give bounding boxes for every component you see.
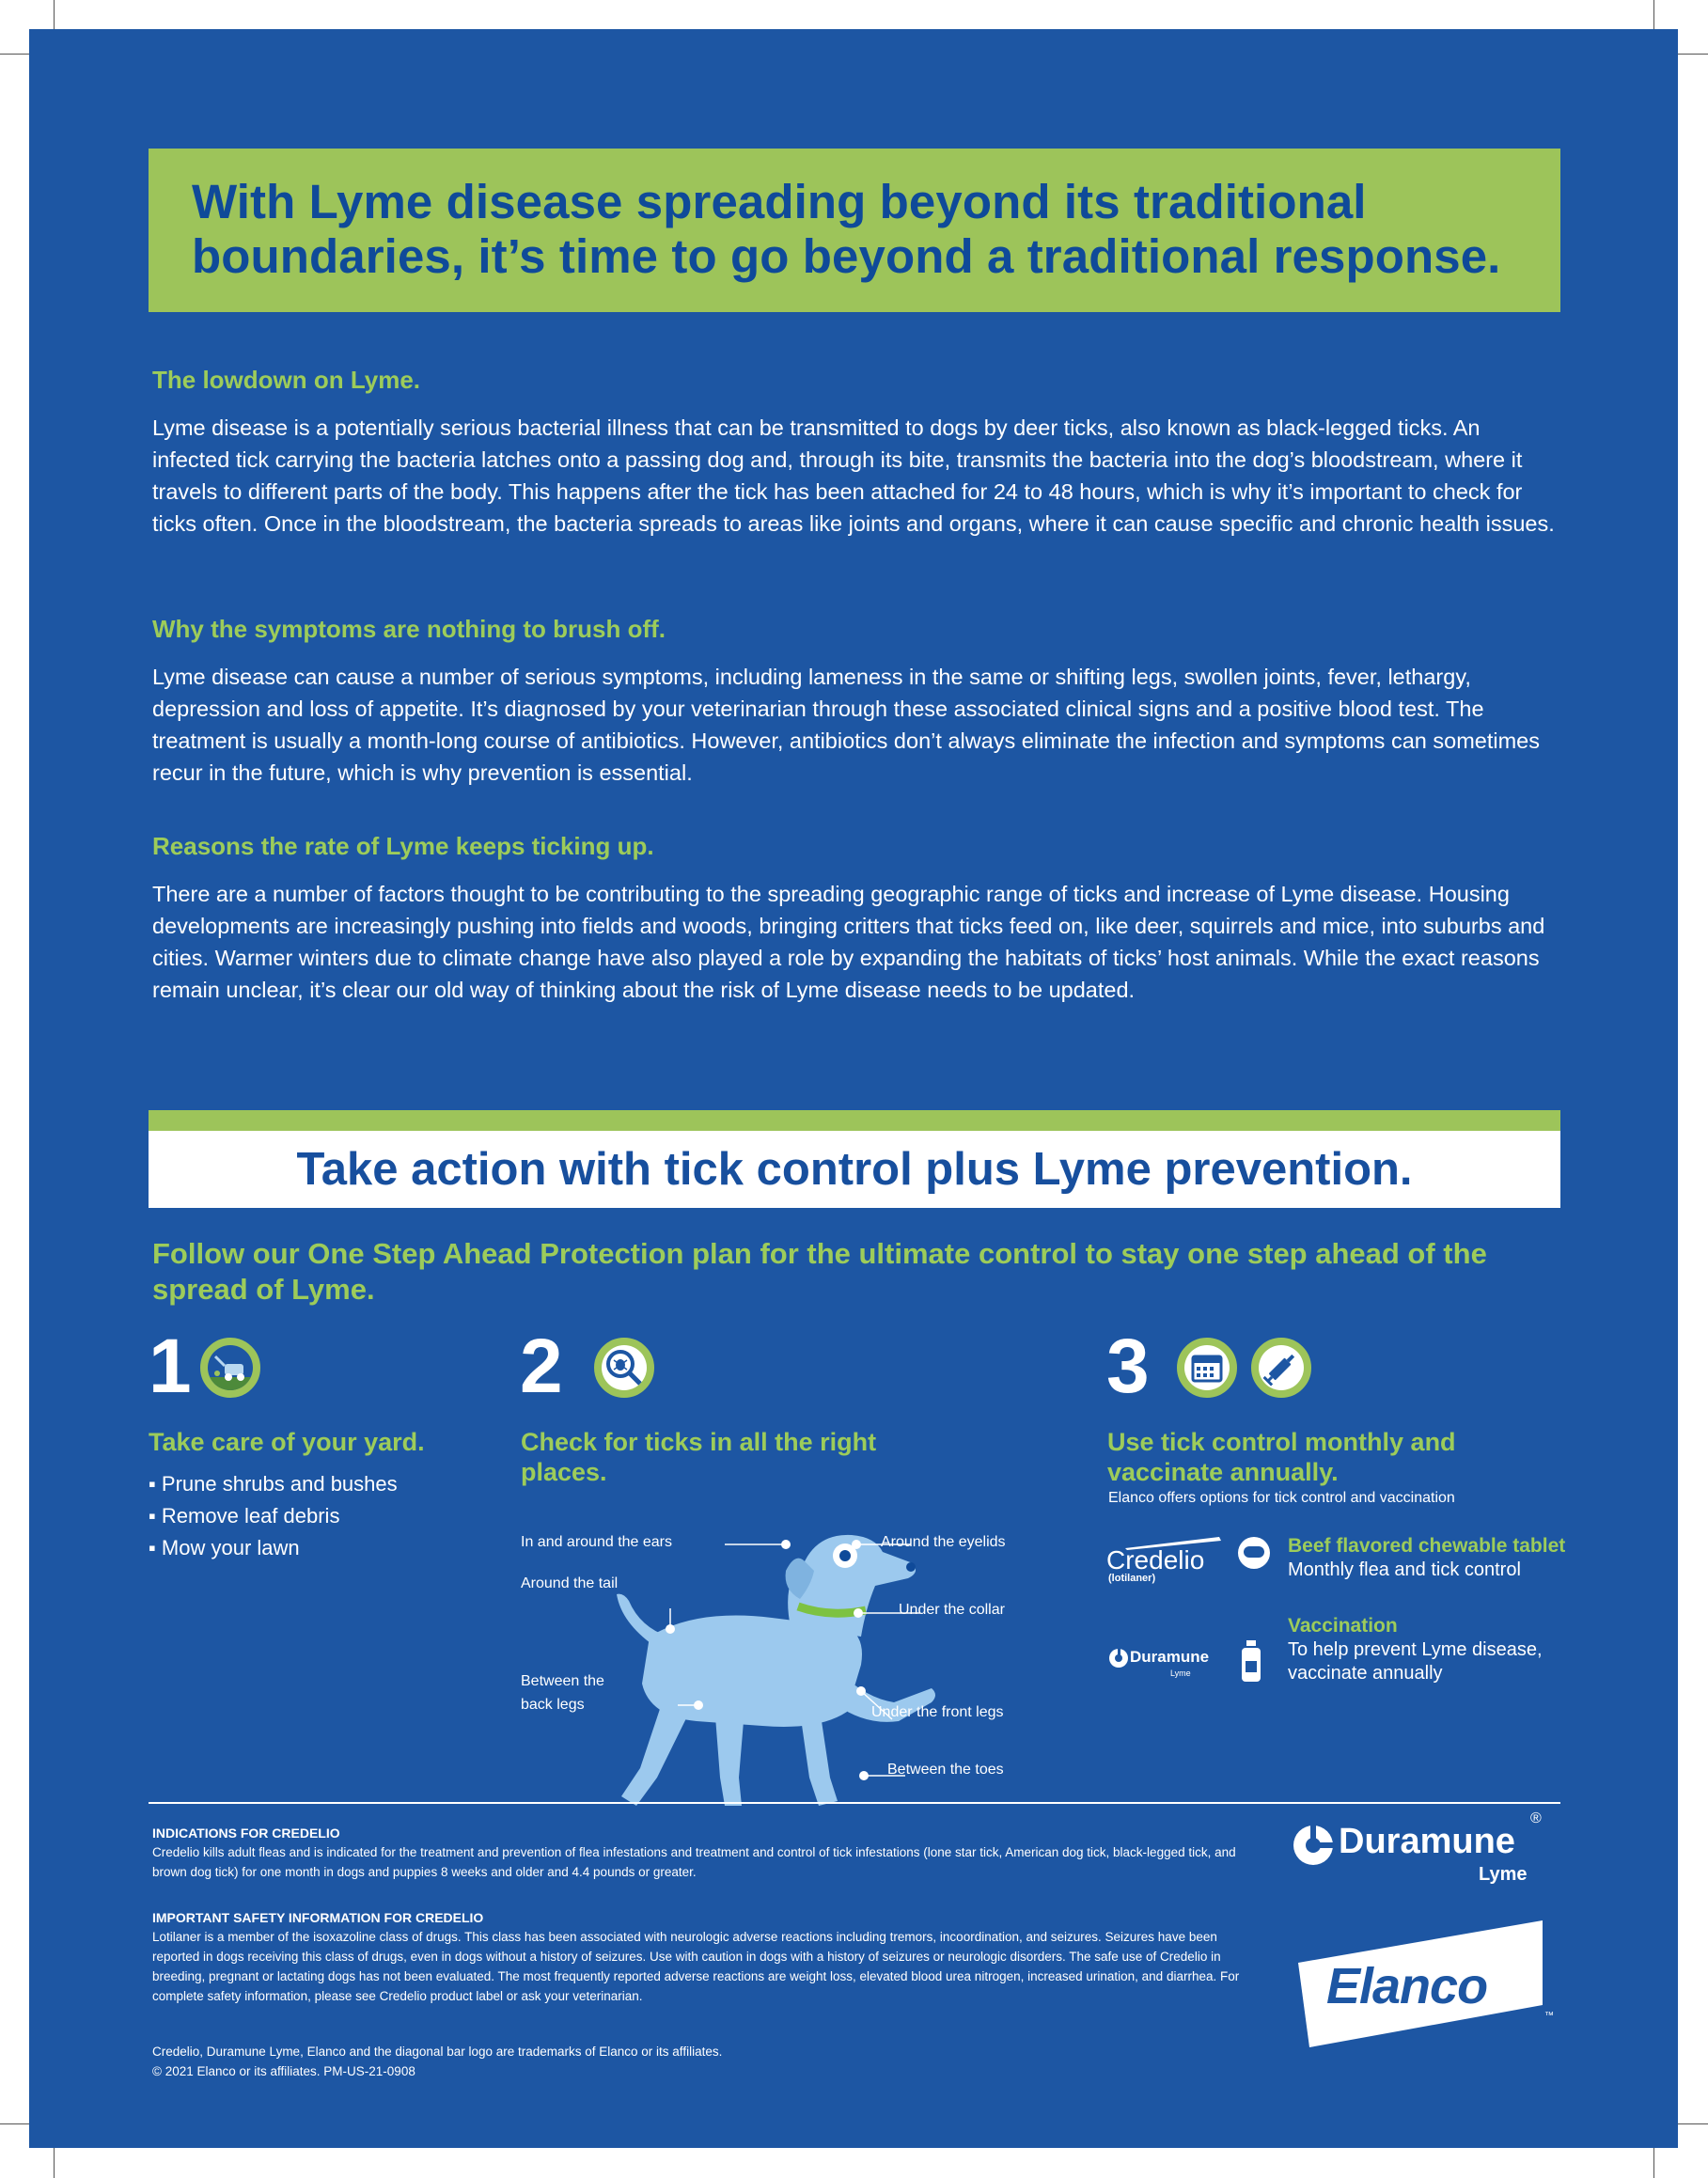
- section-body: There are a number of factors thought to be contributing to the spreading geographic range of ticks and increase of Lyme disease. Housing developments are increasingly pushing into fields and woods, bringing critters that ticks feed on, like deer, squirrels and mice, into suburbs and cities. Warmer winters due to climate change have also played a role by expanding the habitats of ticks’ host animals. While the exact reasons remain unclear, it’s clear our old way of thinking about the risk of Lyme disease needs to be updated.: [152, 882, 1545, 1002]
- action-banner-stripe: [149, 1110, 1560, 1131]
- copyright-text: © 2021 Elanco or its affiliates. PM-US-21-0908: [152, 2064, 415, 2078]
- dog-label-collar: Under the collar: [899, 1602, 1005, 1618]
- dog-label-back-legs-2: back legs: [521, 1697, 585, 1713]
- section-heading: Reasons the rate of Lyme keeps ticking up.: [152, 832, 654, 860]
- product-duramune-title: Vaccination: [1288, 1615, 1398, 1637]
- dog-label-front-legs: Under the front legs: [871, 1704, 1004, 1720]
- syringe-icon: [1251, 1338, 1311, 1398]
- indications-heading: INDICATIONS FOR CREDELIO: [152, 1825, 340, 1841]
- product-credelio-title: Beef flavored chewable tablet: [1288, 1535, 1566, 1557]
- dog-label-back-legs-1: Between the: [521, 1673, 604, 1689]
- section-heading: The lowdown on Lyme.: [152, 366, 421, 394]
- step-1-title: Take care of your yard.: [149, 1428, 425, 1456]
- safety-text: Lotilaner is a member of the isoxazoline class of drugs. This class has been associated with neurologic adverse reactions including tremors, incoordination, and seizures. Seizures have been reported in dogs receiving this class of drugs, even in dogs without a history of seizures. Use with caution in dogs with a history of seizures or neurologic disorders. The safe use of Credelio in breeding, pregnant or lactating dogs has not been evaluated. The most frequently reported adverse reactions are weight loss, elevated blood urea nitrogen, increased urination, and diarrhea. For complete safety information, please see Credelio product label or ask your veterinarian.: [152, 1930, 1240, 2003]
- section-body: Lyme disease can cause a number of serious symptoms, including lameness in the same or shifting legs, swollen joints, fever, lethargy, depression and loss of appetite. It’s diagnosed by your veterinarian through these associated clinical signs and a positive blood test. The treatment is usually a month-long course of antibiotics. However, antibiotics don’t always eliminate the infection and symptoms can sometimes recur in the future, which is why prevention is essential.: [152, 665, 1540, 785]
- action-banner: [149, 1131, 1560, 1208]
- tablet-icon: [1238, 1537, 1270, 1569]
- step-2-number: 2: [520, 1324, 563, 1409]
- duramune-small-logo: [1108, 1646, 1221, 1687]
- section-body: Lyme disease is a potentially serious bacterial illness that can be transmitted to dogs by deer ticks, also known as black-legged ticks. An infected tick carrying the bacteria latches onto a passing dog and, through its bite, transmits the bacteria into the dog’s bloodstream, where it travels to different parts of the body. This happens after the tick has been attached for 24 to 48 hours, which is why it’s important to check for ticks often. Once in the bloodstream, the bacteria spreads to areas like joints and organs, where it can cause specific and chronic health issues.: [152, 415, 1555, 536]
- indications-text: Credelio kills adult fleas and is indicated for the treatment and prevention of flea infestations and treatment and control of tick infestations (lone star tick, American dog tick, black-legged tick, and brown dog tick) for one month in dogs and puppies 8 weeks and older and 4.4 pounds or greater.: [152, 1845, 1236, 1879]
- flyer-panel: [29, 29, 1678, 2148]
- dog-label-eyelids: Around the eyelids: [881, 1534, 1006, 1550]
- action-banner-title: Take action with tick control plus Lyme prevention.: [296, 1144, 1413, 1195]
- divider: [149, 1802, 1560, 1804]
- dog-label-tail: Around the tail: [521, 1575, 619, 1591]
- vial-icon: [1241, 1640, 1261, 1682]
- lawn-mower-icon: [200, 1338, 260, 1398]
- list-item: ▪ Mow your lawn: [149, 1536, 300, 1559]
- product-duramune-desc-1: To help prevent Lyme disease,: [1288, 1639, 1543, 1660]
- duramune-lyme-sub: Lyme: [1479, 1864, 1528, 1885]
- follow-plan-text: Follow our One Step Ahead Protection plan for the ultimate control to stay one step ahead of the spread of Lyme.: [152, 1237, 1487, 1306]
- dog-nose: [906, 1562, 916, 1572]
- elanco-tm: ™: [1544, 2011, 1554, 2021]
- product-duramune-desc-2: vaccinate annually: [1288, 1663, 1443, 1684]
- dog-pupil: [839, 1550, 851, 1561]
- section-lowdown: [152, 365, 1562, 540]
- credelio-sub: (lotilaner): [1108, 1573, 1156, 1584]
- section-heading: Why the symptoms are nothing to brush off.: [152, 615, 666, 643]
- list-item: ▪ Prune shrubs and bushes: [149, 1472, 398, 1496]
- credelio-logo: [1106, 1533, 1229, 1590]
- safety-heading: IMPORTANT SAFETY INFORMATION FOR CREDELIO: [152, 1910, 484, 1925]
- list-item: ▪ Remove leaf debris: [149, 1504, 340, 1528]
- trademark-text: Credelio, Duramune Lyme, Elanco and the diagonal bar logo are trademarks of Elanco or its affiliates.: [152, 2045, 723, 2059]
- product-credelio-desc: Monthly flea and tick control: [1288, 1559, 1521, 1580]
- dog-label-toes: Between the toes: [887, 1762, 1004, 1778]
- duramune-lyme-logo: [1292, 1810, 1574, 1895]
- section-reasons: [152, 831, 1562, 1006]
- duramune-small-wordmark: Duramune: [1130, 1648, 1210, 1666]
- step-3-note: Elanco offers options for tick control and vaccination: [1108, 1490, 1455, 1506]
- magnifier-tick-icon: [594, 1338, 654, 1398]
- step-3-number: 3: [1106, 1324, 1150, 1409]
- step-1-bullets: [149, 1468, 398, 1564]
- step-3-title: Use tick control monthly and vaccinate annually.: [1107, 1428, 1456, 1486]
- calendar-icon: [1177, 1338, 1237, 1398]
- dog-label-ears: In and around the ears: [521, 1534, 673, 1550]
- elanco-wordmark: Elanco: [1326, 1958, 1488, 2014]
- step-2-title: Check for ticks in all the right places.: [521, 1428, 877, 1486]
- step-1-number: 1: [149, 1324, 192, 1409]
- section-symptoms: [152, 614, 1562, 789]
- headline: With Lyme disease spreading beyond its traditional boundaries, it’s time to go beyond a traditional response.: [192, 175, 1501, 283]
- duramune-small-sub: Lyme: [1170, 1669, 1191, 1678]
- credelio-wordmark: Credelio: [1106, 1545, 1205, 1575]
- headline-banner: [149, 149, 1560, 312]
- duramune-wordmark: Duramune: [1339, 1822, 1515, 1861]
- registered-mark: ®: [1530, 1810, 1542, 1826]
